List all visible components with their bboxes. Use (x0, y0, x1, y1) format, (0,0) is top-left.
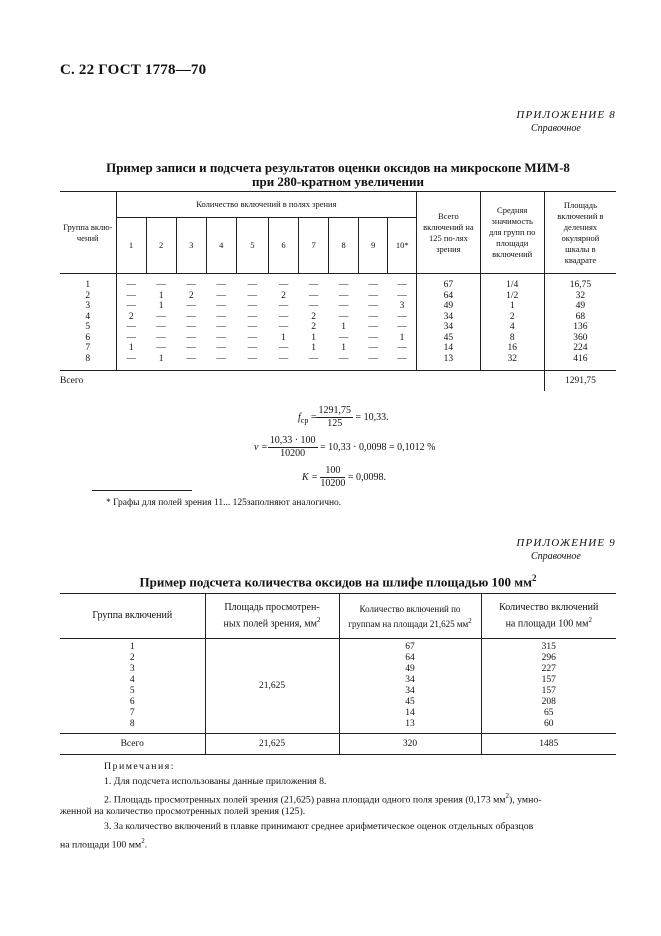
t2-total-area: 21,625 (205, 734, 339, 755)
group-cell: 8 (85, 353, 91, 364)
area-cell: 16,75 (544, 274, 616, 291)
field-number-header: 6 (268, 218, 298, 274)
note-3-cont (60, 834, 147, 852)
field-cell: — (338, 311, 349, 322)
total-cell: 49 (417, 301, 480, 312)
field-cell: — (308, 290, 319, 301)
per100-cell: 208 (481, 697, 616, 708)
field-cell: — (216, 322, 227, 332)
area-cell: 32 (544, 291, 616, 302)
t2-total-label: Всего (120, 738, 144, 749)
per100-cell: 227 (481, 664, 616, 675)
group-cell: 4 (129, 675, 135, 685)
field-cell: — (186, 301, 196, 311)
formula-v-rhs: = 10,33 · 0,0098 = 0,1012 % (320, 441, 436, 453)
t2-total-per100: 1485 (481, 734, 616, 755)
formula-k (302, 465, 386, 490)
results-table (60, 191, 616, 391)
field-number-header: 5 (236, 218, 268, 274)
oxides-table (60, 593, 616, 755)
field-cell: — (368, 332, 378, 343)
count-cell: 67 (339, 639, 481, 654)
group-cell: 6 (129, 697, 135, 707)
note-2-a: 2. Площадь просмотренных полей зрения (21,625) равна площади одного поля зрения (0,173 мм (104, 794, 506, 806)
group-cell: 2 (129, 653, 135, 663)
avg-cell: 8 (480, 333, 544, 344)
field-cell: — (308, 301, 319, 311)
field-number-header: 3 (176, 218, 206, 274)
group-cell: 4 (85, 311, 91, 322)
field-cell: — (308, 353, 319, 364)
t2-col-area-a: Площадь просмотрен- (224, 601, 320, 613)
area-cell: 360 (544, 333, 616, 344)
avg-cell: 1/2 (480, 291, 544, 302)
table-row (60, 343, 616, 354)
field-cell: — (368, 343, 378, 353)
field-cell: — (156, 322, 166, 332)
col-total-header: Всего включений на 125 по-лях зрения (417, 192, 480, 274)
field-cell: — (278, 322, 289, 332)
field-cell: — (397, 322, 407, 332)
t2-col-count-b: группам на площади 21,625 мм (348, 618, 469, 629)
table-row (60, 322, 616, 333)
group-cell: 1 (85, 280, 91, 290)
appendix-9-title (60, 573, 616, 590)
area-cell: 68 (544, 312, 616, 323)
field-cell: — (247, 290, 258, 301)
t2-col-per100 (481, 594, 616, 639)
field-cell: 1 (116, 343, 146, 354)
sum-label: Всего (60, 375, 84, 386)
field-cell: — (186, 280, 196, 290)
formula-k-den: 10200 (320, 478, 346, 489)
field-cell: — (186, 332, 196, 343)
field-cell: — (216, 353, 227, 364)
table-row (60, 274, 616, 291)
field-cell: 1 (341, 322, 347, 332)
page-header: С. 22 ГОСТ 1778—70 (60, 62, 207, 78)
note-3-c: . (144, 839, 148, 851)
table-row (60, 639, 616, 654)
field-cell: — (116, 354, 146, 371)
col-group-header: Группа вклю-чений (63, 221, 113, 243)
field-cell: — (156, 311, 166, 322)
formula-v-num: 10,33 · 100 (269, 435, 316, 446)
field-cell: 2 (281, 290, 286, 301)
group-cell: 5 (85, 322, 91, 332)
count-cell: 13 (339, 719, 481, 734)
t2-col-per100-b: на площади 100 мм (505, 618, 589, 630)
field-cell: — (278, 343, 289, 353)
count-cell: 64 (339, 653, 481, 664)
group-cell: 2 (85, 290, 91, 301)
t2-total-count: 320 (339, 734, 481, 755)
field-cell: — (338, 332, 349, 343)
formula-k-rhs: = 0,0098. (347, 471, 387, 483)
field-cell: — (216, 332, 227, 343)
appendix-9-ref: Справочное (531, 551, 581, 562)
count-cell: 14 (339, 708, 481, 719)
t2-col-per100-a: Количество включений (499, 601, 599, 613)
field-cell: — (156, 280, 166, 290)
t2-col-area-b: ных полей зрения, мм (223, 618, 317, 630)
group-cell: 7 (85, 343, 91, 353)
t2-col-area (205, 594, 339, 639)
t2-col-area-sup: 2 (316, 615, 321, 624)
note-3: 3. За количество включений в плавке принимают среднее арифметическое оценок отдельных образцов (104, 821, 534, 832)
avg-cell: 1/4 (480, 274, 544, 291)
table-row (60, 333, 616, 344)
field-cell: — (247, 353, 258, 364)
area-cell: 49 (544, 301, 616, 312)
formula-f-den: 125 (327, 418, 343, 429)
per100-cell: 315 (481, 639, 616, 654)
appendix-8-ref: Справочное (531, 123, 581, 134)
field-cell: — (397, 290, 407, 301)
formula-f-symbol: f (298, 411, 301, 423)
table-row (60, 312, 616, 323)
formula-f-sub: ср (300, 415, 309, 425)
field-cell: — (278, 353, 289, 364)
field-cell: 2 (311, 311, 316, 322)
field-cell: 3 (399, 301, 405, 311)
field-cell: — (278, 280, 289, 290)
field-cell: — (338, 301, 349, 311)
field-cell: — (338, 353, 349, 364)
field-cell: — (247, 343, 258, 353)
area-cell: 136 (544, 322, 616, 333)
field-cell: 1 (158, 290, 164, 301)
col-fields-header: Количество включений в полях зрения (116, 192, 417, 218)
count-cell: 34 (339, 675, 481, 686)
notes-title: Примечания: (104, 761, 176, 772)
appendix-9-title-sup: 2 (531, 573, 537, 583)
field-cell: — (247, 311, 258, 322)
field-number-header: 1 (116, 218, 146, 274)
note-2-sup: 2 (505, 792, 509, 800)
appendix-8-title-1: Пример записи и подсчета результатов оценки оксидов на микроскопе МИМ-8 (106, 160, 570, 175)
formula-v-den: 10200 (280, 448, 306, 459)
field-cell: 1 (311, 332, 316, 343)
field-cell: — (397, 280, 407, 290)
field-cell: — (186, 322, 196, 332)
t2-col-count (339, 594, 481, 639)
field-cell: — (216, 280, 227, 290)
field-cell: — (397, 311, 407, 322)
table-row (60, 354, 616, 371)
field-cell: 1 (158, 353, 164, 364)
field-cell: 2 (311, 322, 316, 332)
per100-cell: 157 (481, 686, 616, 697)
note-3-sup: 2 (141, 837, 145, 845)
field-cell: — (368, 301, 378, 311)
field-cell: 1 (399, 332, 405, 343)
count-cell: 34 (339, 686, 481, 697)
col-area-header: Площадь включений в делениях окулярной шкалы в квадрате (544, 192, 616, 274)
total-cell: 34 (417, 312, 480, 323)
formula-f-rhs: = 10,33. (355, 411, 389, 423)
formula-f-num: 1291,75 (318, 405, 351, 416)
formula-v-lhs: v = (254, 441, 268, 453)
field-cell: — (186, 353, 196, 364)
formula-f: $f_{ср}$ = $\frac{1291,75}{125}$ = 10,33. (298, 405, 389, 429)
avg-cell: 16 (480, 343, 544, 354)
field-cell: — (338, 280, 349, 290)
field-cell: — (216, 301, 227, 311)
field-cell: — (116, 291, 146, 302)
note-2-cont: женной на количество просмотренных полей зрения (125). (60, 806, 306, 817)
area-cell: 416 (544, 354, 616, 371)
field-cell: 1 (311, 343, 316, 353)
t2-col-count-a: Количество включений по (359, 603, 461, 614)
field-cell: 2 (188, 290, 194, 301)
group-cell: 3 (129, 664, 135, 674)
field-cell: — (216, 311, 227, 322)
formula-k-lhs: K = (302, 471, 318, 483)
field-number-header: 7 (299, 218, 329, 274)
per100-cell: 60 (481, 719, 616, 734)
t2-col-group: Группа включений (92, 610, 173, 621)
per100-cell: 157 (481, 675, 616, 686)
field-cell: — (368, 290, 378, 301)
per100-cell: 65 (481, 708, 616, 719)
field-cell: — (397, 343, 407, 353)
field-cell: — (156, 332, 166, 343)
t2-col-per100-sup: 2 (588, 615, 592, 624)
total-cell: 34 (417, 322, 480, 333)
field-cell: — (116, 322, 146, 333)
field-cell: — (247, 322, 258, 332)
total-cell: 13 (417, 354, 480, 371)
field-cell: 1 (158, 301, 164, 311)
field-cell: — (247, 332, 258, 343)
total-cell: 14 (417, 343, 480, 354)
field-cell: — (278, 311, 289, 322)
avg-cell: 2 (480, 312, 544, 323)
total-cell: 67 (417, 274, 480, 291)
formula-v (254, 435, 435, 460)
field-cell: — (247, 280, 258, 290)
count-cell: 45 (339, 697, 481, 708)
field-cell: — (216, 343, 227, 353)
total-cell: 64 (417, 291, 480, 302)
area-cell: 21,625 (205, 639, 339, 734)
field-cell: — (308, 280, 319, 290)
total-cell: 45 (417, 333, 480, 344)
note-3-b: на площади 100 мм (60, 839, 142, 851)
formula-k-num: 100 (320, 465, 345, 478)
group-cell: 7 (129, 708, 135, 718)
group-cell: 8 (129, 719, 135, 729)
appendix-8-title-2: при 280-кратном увеличении (251, 174, 425, 189)
field-cell: — (397, 353, 407, 364)
field-number-header: 9 (359, 218, 388, 274)
field-cell: — (278, 301, 289, 311)
field-cell: — (368, 322, 378, 332)
field-cell: — (116, 333, 146, 344)
field-cell: — (368, 280, 378, 290)
appendix-9-label: ПРИЛОЖЕНИЕ 9 (516, 537, 616, 549)
field-cell: — (368, 353, 378, 364)
sum-value: 1291,75 (544, 371, 616, 392)
group-cell: 5 (129, 686, 135, 696)
field-cell: — (186, 343, 196, 353)
area-cell: 224 (544, 343, 616, 354)
footnote: * Графы для полей зрения 11... 125заполняют аналогично. (106, 498, 342, 508)
field-cell: 2 (116, 312, 146, 323)
per100-cell: 296 (481, 653, 616, 664)
table-row (60, 291, 616, 302)
field-cell: — (156, 343, 166, 353)
group-cell: 3 (85, 301, 91, 311)
field-cell: — (368, 311, 378, 322)
field-cell: — (338, 290, 349, 301)
field-cell: — (247, 301, 258, 311)
field-number-header: 8 (329, 218, 359, 274)
count-cell: 49 (339, 664, 481, 675)
avg-cell: 32 (480, 354, 544, 371)
field-cell: 1 (341, 343, 347, 353)
field-cell: — (186, 311, 196, 322)
note-1: 1. Для подсчета использованы данные приложения 8. (104, 776, 327, 787)
field-number-header: 4 (206, 218, 236, 274)
group-cell: 6 (85, 332, 91, 343)
avg-cell: 4 (480, 322, 544, 333)
appendix-8-label: ПРИЛОЖЕНИЕ 8 (516, 109, 616, 121)
table-row (60, 301, 616, 312)
group-cell: 1 (129, 642, 135, 652)
field-cell: — (216, 290, 227, 301)
field-number-header: 2 (146, 218, 176, 274)
field-cell: 1 (281, 332, 286, 343)
col-avg-header: Средняя значимость для групп по площади включений (480, 192, 544, 274)
footnote-rule (92, 490, 192, 491)
field-cell: — (116, 301, 146, 312)
field-cell: — (116, 274, 146, 291)
field-number-header: 10* (388, 218, 417, 274)
note-2-b: ), умно- (508, 794, 542, 806)
t2-col-count-sup: 2 (468, 616, 472, 625)
appendix-9-title-text: Пример подсчета количества оксидов на шлифе площадью 100 мм (139, 574, 532, 590)
avg-cell: 1 (480, 301, 544, 312)
